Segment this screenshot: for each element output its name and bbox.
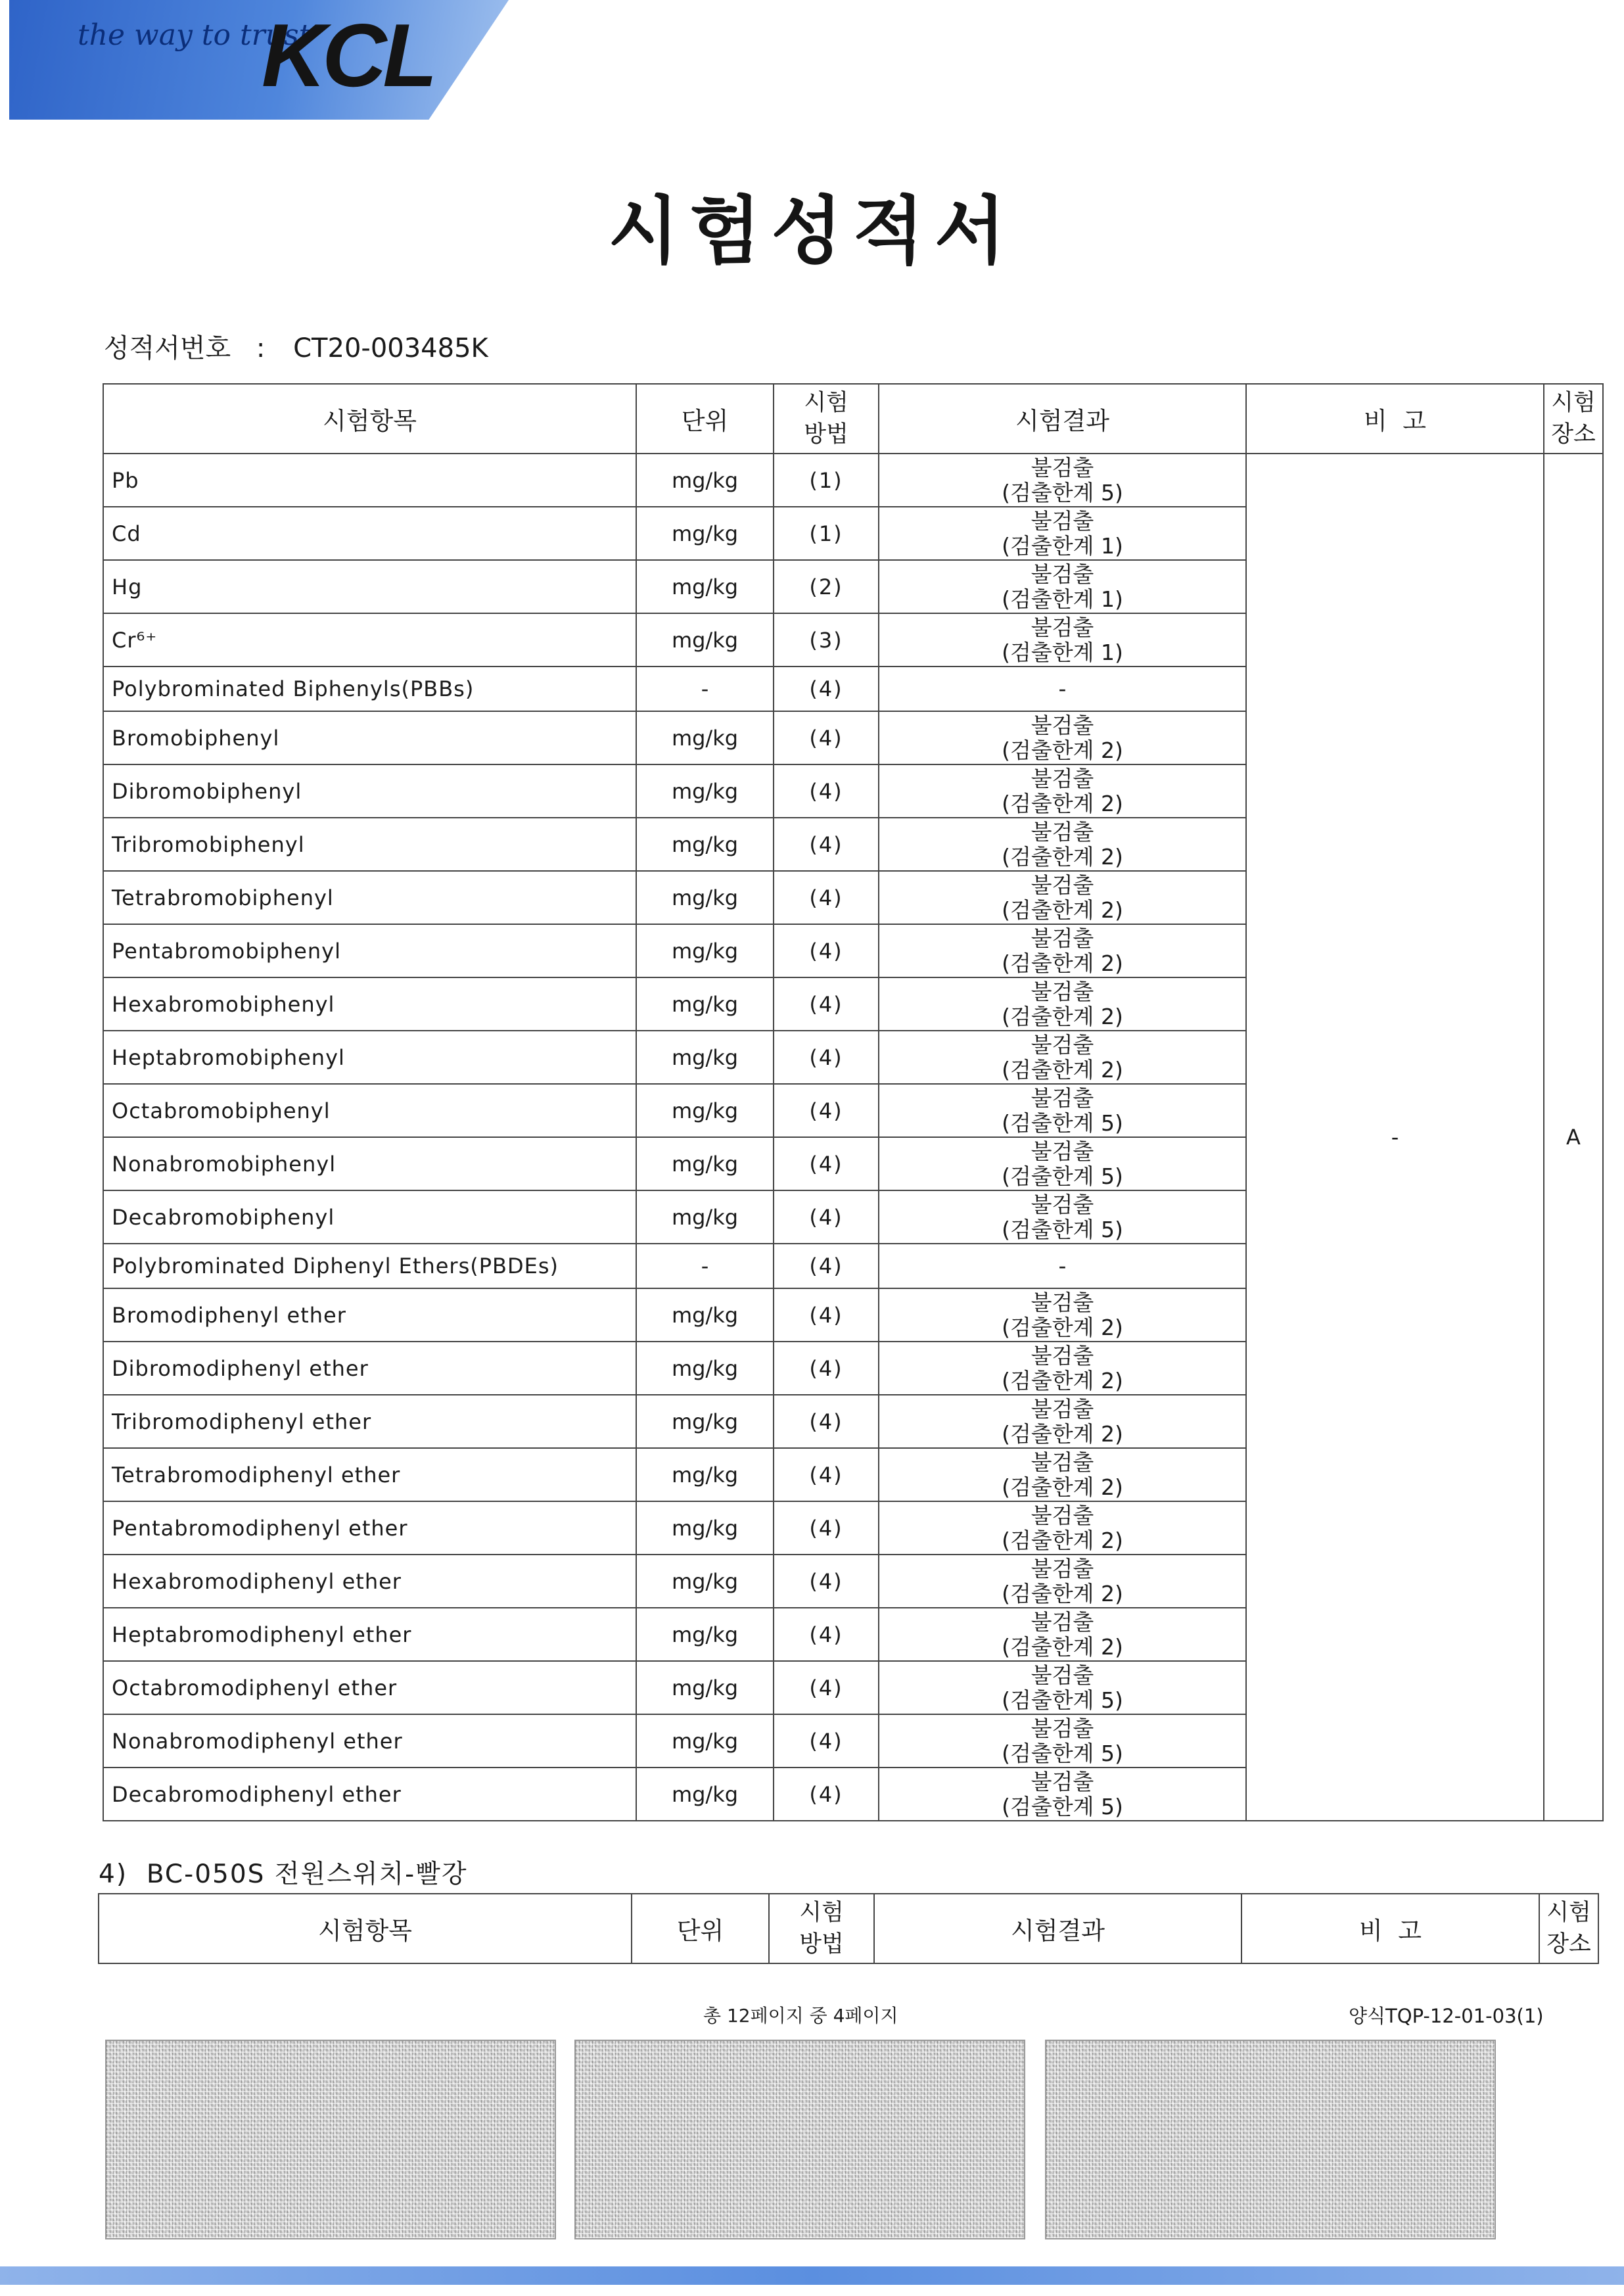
detection-limit: (검출한계 2) [1002,843,1123,870]
row-unit: mg/kg [636,1714,774,1768]
row-test-method: (4) [774,764,879,818]
row-test-result [879,818,1246,871]
kcl-logo: KCL [262,5,434,105]
row-test-result [879,711,1246,764]
row-test-item: Octabromobiphenyl [103,1084,636,1137]
result-value: 불검출 [1031,978,1094,1004]
result-value: 불검출 [1031,1191,1094,1217]
row-test-method: (1) [774,454,879,507]
row-test-method: (4) [774,1342,879,1395]
header-test-result: 시험결과 [879,384,1246,454]
row-unit: mg/kg [636,1395,774,1448]
row-test-result [879,1084,1246,1137]
row-test-method: (4) [774,1084,879,1137]
result-value: - [1058,1253,1067,1278]
row-test-result [879,924,1246,977]
row-unit: mg/kg [636,1031,774,1084]
detection-limit: (검출한계 2) [1002,897,1123,923]
page-title: 시험성적서 [608,189,1016,274]
detection-limit: (검출한계 1) [1002,639,1123,665]
detection-limit: (검출한계 5) [1002,479,1123,505]
row-test-item: Hg [103,560,636,613]
cert-number-label: 성적서번호 [104,333,231,363]
detection-limit: (검출한계 5) [1002,1740,1123,1766]
row-test-result [879,1555,1246,1608]
row-test-item: Hexabromobiphenyl [103,977,636,1031]
cert-number-separator: : [256,333,266,363]
cert-number-value: CT20-003485K [293,333,488,363]
result-value: 불검출 [1031,1395,1094,1422]
detection-limit: (검출한계 2) [1002,737,1123,763]
row-test-result [879,1288,1246,1342]
result-value: 불검출 [1031,614,1094,640]
detection-limit: (검출한계 5) [1002,1687,1123,1713]
row-test-result [879,871,1246,924]
row-test-method: (4) [774,1031,879,1084]
detection-limit: (검출한계 5) [1002,1216,1123,1242]
row-test-result [879,1342,1246,1395]
row-unit: - [636,1244,774,1288]
row-unit: mg/kg [636,560,774,613]
header-test-method: 시험 방법 [774,384,879,454]
detection-limit: (검출한계 2) [1002,1527,1123,1553]
result-value: 불검출 [1031,1608,1094,1635]
detection-limit: (검출한계 2) [1002,1003,1123,1029]
row-test-item: Tribromobiphenyl [103,818,636,871]
row-unit: mg/kg [636,977,774,1031]
row-test-item: Pb [103,454,636,507]
result-value: 불검출 [1031,1449,1094,1475]
results-table [103,383,1604,1821]
row-test-item: Cr⁶⁺ [103,613,636,667]
result-value: 불검출 [1031,1031,1094,1058]
tagline: the way to trust [78,18,311,52]
row-test-method: (4) [774,1190,879,1244]
result-value: 불검출 [1031,1289,1094,1315]
header-test-location: 시험 장소 [1544,384,1603,454]
row-test-result [879,1137,1246,1190]
row-unit: mg/kg [636,1555,774,1608]
section-4-header-row [99,1894,1598,1963]
row-test-item: Tribromodiphenyl ether [103,1395,636,1448]
security-seal-right [1045,2040,1496,2239]
row-test-result [879,1448,1246,1501]
result-value: 불검출 [1031,765,1094,791]
result-value: 불검출 [1031,818,1094,845]
row-test-result [879,1244,1246,1288]
row-test-result [879,1608,1246,1661]
header-test-result: 시험결과 [874,1894,1241,1963]
row-test-result [879,977,1246,1031]
row-test-item: Nonabromobiphenyl [103,1137,636,1190]
test-location-cell: A [1544,454,1603,1821]
header-remark: 비 고 [1246,384,1544,454]
row-test-result [879,667,1246,711]
row-test-method: (4) [774,1768,879,1821]
security-seal-left [105,2040,556,2239]
result-value: 불검출 [1031,925,1094,951]
row-test-method: (4) [774,1555,879,1608]
result-value: 불검출 [1031,872,1094,898]
row-test-method: (4) [774,667,879,711]
header-test-location: 시험 장소 [1539,1894,1598,1963]
result-value: 불검출 [1031,1555,1094,1581]
row-test-method: (2) [774,560,879,613]
result-value: 불검출 [1031,1138,1094,1164]
detection-limit: (검출한계 2) [1002,1474,1123,1500]
row-unit: mg/kg [636,871,774,924]
row-test-result [879,1661,1246,1714]
page-number: 총 12페이지 중 4페이지 [703,2005,898,2027]
result-value: 불검출 [1031,454,1094,480]
header-test-method: 시험 방법 [769,1894,874,1963]
row-test-method: (4) [774,977,879,1031]
result-value: 불검출 [1031,1502,1094,1528]
result-value: 불검출 [1031,1085,1094,1111]
detection-limit: (검출한계 5) [1002,1793,1123,1819]
result-value: 불검출 [1031,561,1094,587]
detection-limit: (검출한계 2) [1002,1056,1123,1083]
remark-cell: - [1246,454,1544,1821]
row-test-item: Cd [103,507,636,560]
row-unit: mg/kg [636,1084,774,1137]
row-test-result [879,507,1246,560]
row-test-item: Decabromobiphenyl [103,1190,636,1244]
row-unit: mg/kg [636,1661,774,1714]
row-test-method: (4) [774,1288,879,1342]
row-unit: mg/kg [636,1608,774,1661]
row-test-item: Tetrabromobiphenyl [103,871,636,924]
row-test-result [879,1395,1246,1448]
row-test-item: Octabromodiphenyl ether [103,1661,636,1714]
row-test-result [879,1190,1246,1244]
row-test-result [879,454,1246,507]
row-unit: mg/kg [636,1342,774,1395]
row-unit: mg/kg [636,1448,774,1501]
header-test-item: 시험항목 [103,384,636,454]
row-test-method: (4) [774,1137,879,1190]
row-test-result [879,764,1246,818]
row-unit: mg/kg [636,1137,774,1190]
row-test-item: Polybrominated Biphenyls(PBBs) [103,667,636,711]
result-value: 불검출 [1031,507,1094,534]
row-test-item: Dibromobiphenyl [103,764,636,818]
row-test-item: Bromobiphenyl [103,711,636,764]
row-test-item: Heptabromobiphenyl [103,1031,636,1084]
row-unit: mg/kg [636,1768,774,1821]
row-test-item: Heptabromodiphenyl ether [103,1608,636,1661]
row-unit: mg/kg [636,507,774,560]
row-test-item: Pentabromobiphenyl [103,924,636,977]
row-test-item: Nonabromodiphenyl ether [103,1714,636,1768]
row-unit: mg/kg [636,454,774,507]
row-test-method: (4) [774,1608,879,1661]
row-unit: mg/kg [636,1190,774,1244]
section-4-title: 4) BC-050S 전원스위치-빨강 [99,1860,468,1889]
result-value: 불검출 [1031,1342,1094,1369]
row-test-item: Decabromodiphenyl ether [103,1768,636,1821]
detection-limit: (검출한계 2) [1002,1314,1123,1340]
detection-limit: (검출한계 1) [1002,586,1123,612]
header-remark: 비 고 [1241,1894,1539,1963]
row-test-item: Polybrominated Diphenyl Ethers(PBDEs) [103,1244,636,1288]
row-unit: mg/kg [636,924,774,977]
row-test-method: (4) [774,1501,879,1555]
row-test-method: (1) [774,507,879,560]
detection-limit: (검출한계 2) [1002,1580,1123,1606]
header-unit: 단위 [636,384,774,454]
row-test-item: Pentabromodiphenyl ether [103,1501,636,1555]
row-test-result [879,1714,1246,1768]
row-test-method: (4) [774,818,879,871]
row-test-method: (3) [774,613,879,667]
detection-limit: (검출한계 1) [1002,532,1123,559]
row-test-method: (4) [774,924,879,977]
detection-limit: (검출한계 2) [1002,1420,1123,1447]
result-value: - [1058,676,1067,701]
result-value: 불검출 [1031,1715,1094,1741]
row-test-method: (4) [774,1448,879,1501]
row-test-method: (4) [774,1395,879,1448]
row-unit: mg/kg [636,1288,774,1342]
row-test-method: (4) [774,711,879,764]
row-test-result [879,1768,1246,1821]
row-unit: mg/kg [636,613,774,667]
row-test-result [879,1031,1246,1084]
row-unit: mg/kg [636,711,774,764]
detection-limit: (검출한계 2) [1002,1633,1123,1660]
section-4-table [98,1893,1599,1964]
result-value: 불검출 [1031,712,1094,738]
detection-limit: (검출한계 2) [1002,950,1123,976]
security-seal-center [574,2040,1025,2239]
detection-limit: (검출한계 5) [1002,1110,1123,1136]
row-test-result [879,1501,1246,1555]
row-test-result [879,560,1246,613]
row-test-item: Dibromodiphenyl ether [103,1342,636,1395]
header-test-item: 시험항목 [99,1894,632,1963]
row-unit: mg/kg [636,1501,774,1555]
detection-limit: (검출한계 2) [1002,1367,1123,1394]
row-unit: - [636,667,774,711]
row-unit: mg/kg [636,764,774,818]
row-test-result [879,613,1246,667]
row-test-method: (4) [774,1714,879,1768]
result-value: 불검출 [1031,1768,1094,1794]
footer-band [0,2266,1624,2285]
detection-limit: (검출한계 5) [1002,1163,1123,1189]
table-row [103,454,1603,507]
row-test-method: (4) [774,1661,879,1714]
row-test-item: Tetrabromodiphenyl ether [103,1448,636,1501]
row-test-method: (4) [774,1244,879,1288]
cert-number-line [104,327,488,365]
row-test-item: Hexabromodiphenyl ether [103,1555,636,1608]
row-test-method: (4) [774,871,879,924]
result-value: 불검출 [1031,1662,1094,1688]
row-unit: mg/kg [636,818,774,871]
table-header-row [103,384,1603,454]
detection-limit: (검출한계 2) [1002,790,1123,816]
header-unit: 단위 [632,1894,769,1963]
row-test-item: Bromodiphenyl ether [103,1288,636,1342]
form-number: 양식TQP-12-01-03(1) [1349,2005,1544,2027]
